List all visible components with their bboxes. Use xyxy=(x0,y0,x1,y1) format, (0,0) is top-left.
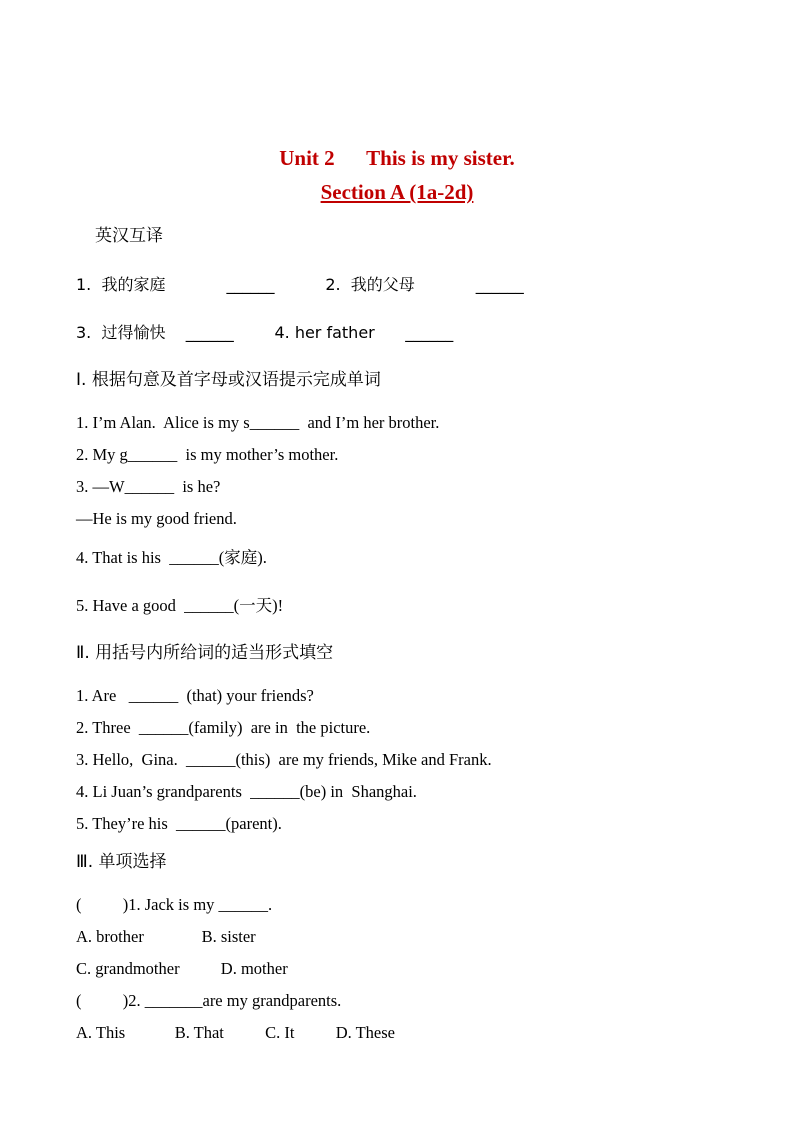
part1-question: 2. My g______ is my mother’s mother. xyxy=(76,445,339,464)
translate-item: 1. 我的家庭 ______ 2. 我的父母 ______ xyxy=(76,275,524,294)
translate-heading: 英汉互译 xyxy=(95,226,163,246)
part1-question: 4. That is his ______(家庭). xyxy=(76,548,267,567)
part3-options: A. This B. That C. It D. These xyxy=(76,1023,395,1042)
part1-answer-line: —He is my good friend. xyxy=(76,509,237,528)
part2-question: 5. They’re his ______(parent). xyxy=(76,814,282,833)
part2-heading: Ⅱ. 用括号内所给词的适当形式填空 xyxy=(76,643,334,663)
part1-heading: Ⅰ. 根据句意及首字母或汉语提示完成单词 xyxy=(76,370,381,390)
part3-options: A. brother B. sister xyxy=(76,927,256,946)
part3-heading: Ⅲ. 单项选择 xyxy=(76,852,167,872)
part2-question: 3. Hello, Gina. ______(this) are my friends, Mike and Frank. xyxy=(76,750,492,769)
part2-question: 2. Three ______(family) are in the picture. xyxy=(76,718,371,737)
part1-question: 1. I’m Alan. Alice is my s______ and I’m her brother. xyxy=(76,413,440,432)
part3-question: ( )1. Jack is my ______. xyxy=(76,895,273,914)
part1-question: 3. —W______ is he? xyxy=(76,477,221,496)
translate-item: 3. 过得愉快 ______ 4. her father ______ xyxy=(76,323,454,342)
part3-options: C. grandmother D. mother xyxy=(76,959,288,978)
section-subtitle xyxy=(0,180,794,205)
part3-question: ( )2. _______are my grandparents. xyxy=(76,991,342,1010)
part2-question: 4. Li Juan’s grandparents ______(be) in Shanghai. xyxy=(76,782,417,801)
section-subtitle-text: Section A (1a-2d) xyxy=(320,180,474,204)
part1-question: 5. Have a good ______(一天)! xyxy=(76,596,284,615)
part2-question: 1. Are ______ (that) your friends? xyxy=(76,686,314,705)
document-title: Unit 2 This is my sister. xyxy=(279,146,515,170)
